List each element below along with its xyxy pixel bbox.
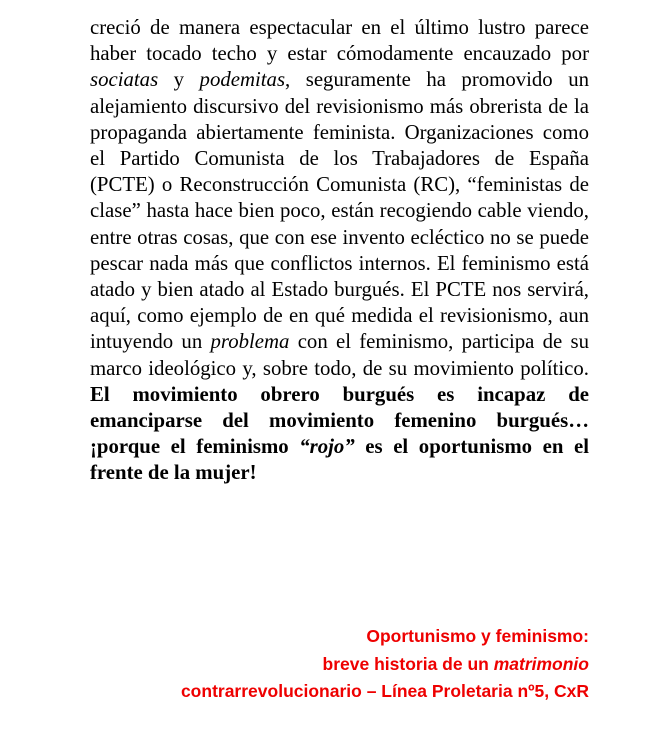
source-subtitle-text: breve historia de un	[322, 653, 494, 674]
source-citation	[181, 623, 589, 706]
text-run: y	[158, 68, 200, 92]
source-subtitle-italic: matrimonio	[493, 653, 589, 674]
source-subtitle-line	[181, 651, 589, 679]
italic-run-podemitas: podemitas	[199, 68, 286, 92]
bold-run: es el oportunismo en el frente de la mujer!	[90, 435, 589, 485]
source-title-line: Oportunismo y feminismo:	[366, 626, 589, 646]
italic-run-problema: problema	[210, 330, 290, 354]
italic-run-sociatas: sociatas	[90, 68, 159, 92]
article-paragraph	[90, 15, 589, 487]
bold-conclusion	[90, 383, 589, 485]
bold-italic-run-rojo: “rojo”	[299, 435, 355, 459]
bold-run: El movimiento obrero burgués es incapaz de emanciparse del movimiento femenino burgués… ¡porque el feminismo	[90, 382, 589, 459]
text-run: creció de manera espectacular en el último lustro parece haber tocado techo y estar cómodamente encauzado por	[90, 16, 589, 66]
source-publication-line: contrarrevolucionario – Línea Proletaria nº5, CxR	[180, 681, 589, 702]
text-run: con el feminismo, participa de su marco ideológico y, sobre todo, de su movimiento político.	[90, 330, 589, 380]
document-page	[90, 15, 589, 487]
text-run: , seguramente ha promovido un alejamiento discursivo del revisionismo más obrerista de la propaganda abiertamente feminista. Organizaciones como el Partido Comunista de los Trabajadores de España (PCTE) o Reconstrucción Comunista (RC), “feministas de clase” hasta hace bien poco, están recogiendo cable viendo, entre otras cosas, que con ese invento ecléctico no se puede pescar nada más que conflictos internos. El feminismo está atado y bien atado al Estado burgués. El PCTE nos servirá, aquí, como ejemplo de en qué medida el revisionismo, aun intuyendo un	[90, 68, 589, 354]
